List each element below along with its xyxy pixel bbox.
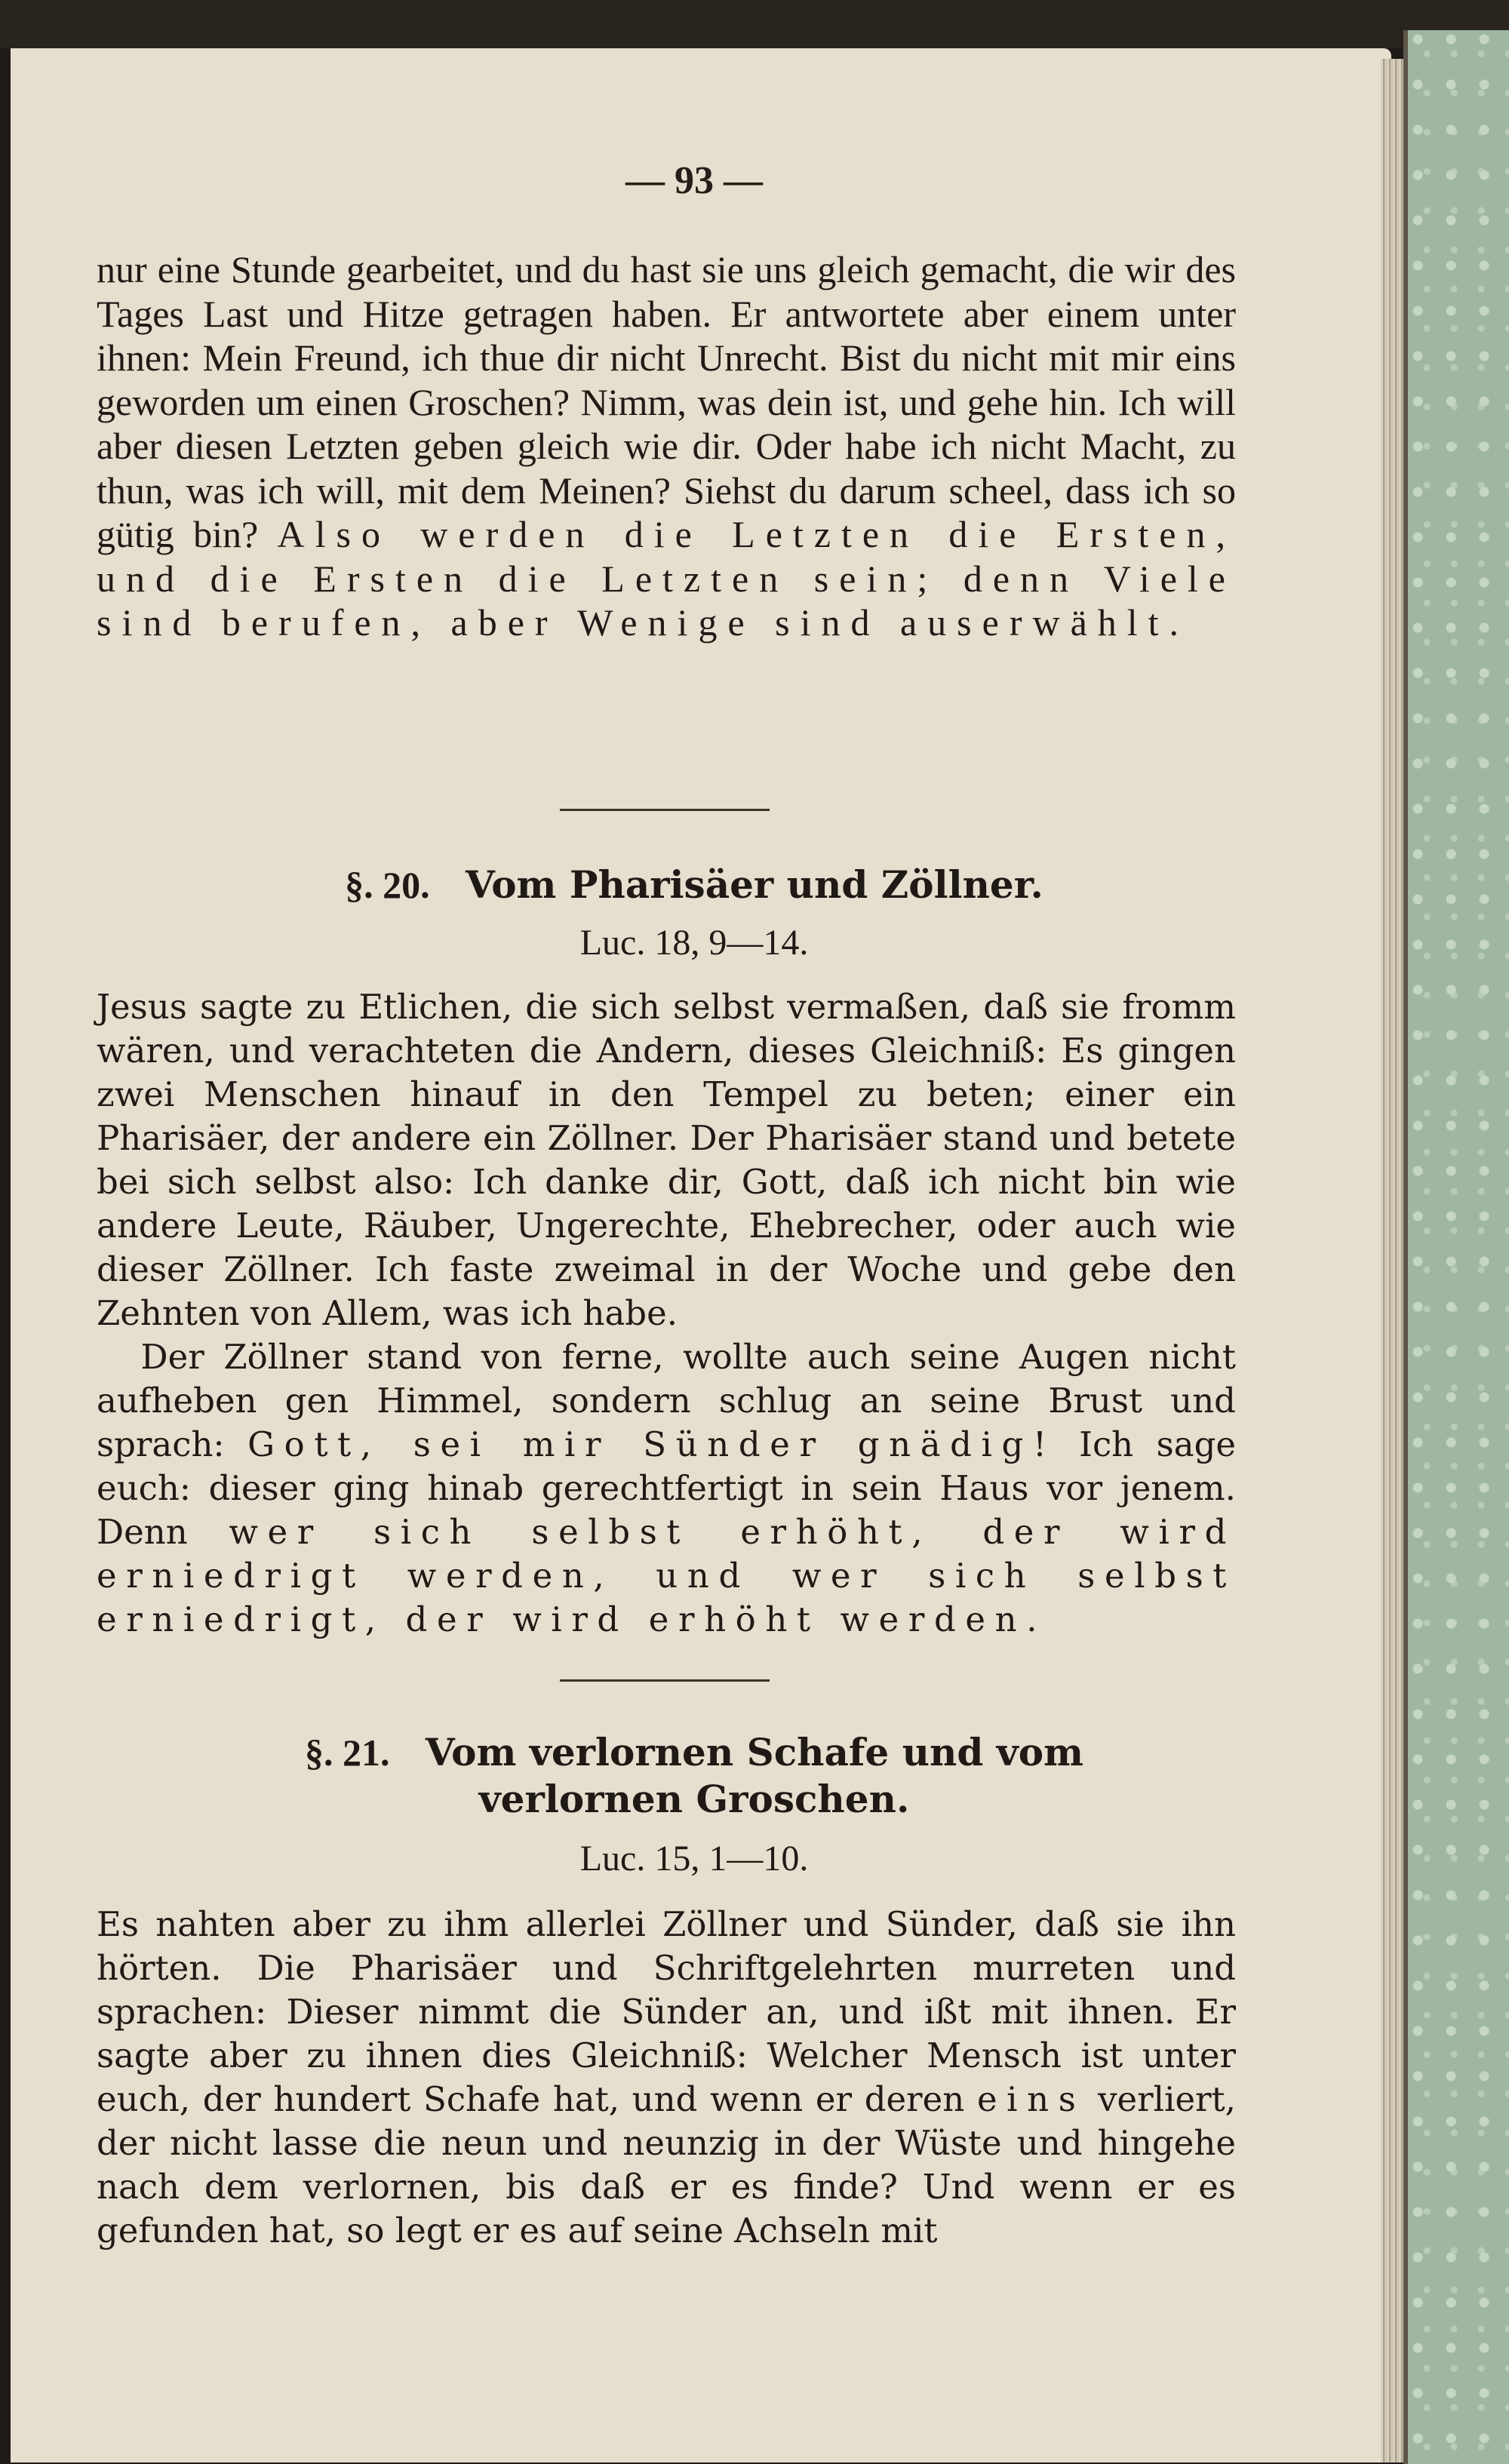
scan-background [0,0,1509,48]
section-21-paragraph [97,1903,1236,2253]
section-divider [560,1679,770,1682]
section-20-title: Vom Pharisäer und Zöllner. [466,862,1043,907]
page-block-edge [1381,59,1403,2462]
section-21-text: verliert, der nicht lasse die neun und neunzig in der Wüste und hingehe nach dem verlornen, bis daß er es finde? Und wenn er es gefunden hat, so legt er es auf seine Achseln mit [97,2079,1236,2250]
section-20-spaced-text: wer sich selbst erhöht, der wird erniedrigt werden, und wer sich selbst erniedrigt, der wird erhöht werden. [97,1512,1236,1639]
section-20-text: Ich sage euch: dieser ging hinab gerechtfertigt in sein Haus vor jenem. Denn [97,1424,1237,1552]
section-21-title-line-2: verlornen Groschen. [478,1777,910,1821]
section-21-body [97,1903,1236,2253]
book-cover-edge [1403,30,1509,2464]
section-20-number: §. 20. [345,864,430,906]
page-number: — 93 — [625,159,763,202]
continuation-spaced-text: Also werden die Letzten die Ersten, und die Ersten die Letzten sein; denn Viele sind berufen, aber Wenige sind auserwählt. [97,513,1237,644]
section-21-reference: Luc. 15, 1—10. [579,1839,809,1879]
section-21-number: §. 21. [304,1731,390,1774]
section-21-text: Es nahten aber zu ihm allerlei Zöllner und Sünder, daß sie ihn hörten. Die Pharisäer und Schriftgelehrten murreten und sprachen: Dieser nimmt die Sünder an, und ißt mit ihnen. Er sagte aber zu ihnen dies Gleichniß: Welcher Mensch ist unter euch, der hundert Schafe hat, und wenn er deren [97,1904,1236,2119]
section-20-paragraph: Jesus sagte zu Etlichen, die sich selbst vermaßen, daß sie fromm wären, und verachteten die Andern, dieses Gleichniß: Es gingen zwei Menschen hinauf in den Tempel zu beten; einer ein Pharisäer, der andere ein Zöllner. Der Pharisäer stand und betete bei sich selbst also: Ich danke dir, Gott, daß ich nicht bin wie andere Leute, Räuber, Ungerechte, Ehebrecher, oder auch wie dieser Zöllner. Ich faste zweimal in der Woche und gebe den Zehnten von Allem, was ich habe. [97,987,1236,1333]
section-20-text: Der Zöllner stand von ferne, wollte auch seine Augen nicht aufheben gen Himmel, sondern schlug an seine Brust und sprach: [97,1337,1236,1464]
continuation-text: nur eine Stunde gearbeitet, und du hast sie uns gleich gemacht, die wir des Tages Last und Hitze getragen haben. Er antwortete aber einem unter ihnen: Mein Freund, ich thue dir nicht Unrecht. Bist du nicht mit mir eins geworden um einen Groschen? Nimm, was dein ist, und gehe hin. Ich will aber diesen Letzten geben gleich wie dir. Oder habe ich nicht Macht, zu thun, was ich will, mit dem Meinen? Siehst du darum scheel, dass ich so gütig bin? [97,248,1236,555]
section-21-title-line-1: Vom verlornen Schafe und vom [425,1730,1084,1774]
section-21-heading [0,1729,1388,1823]
section-20-body [97,985,1236,1642]
section-divider [560,809,770,811]
section-20-paragraph [97,1335,1236,1642]
section-21-spaced-text: eins [976,2079,1086,2119]
continuation-paragraph [97,247,1236,645]
section-20-reference: Luc. 18, 9—14. [579,923,809,963]
section-20-heading [0,862,1388,908]
section-20-spaced-text: Gott, sei mir Sünder gnädig! [247,1424,1056,1464]
